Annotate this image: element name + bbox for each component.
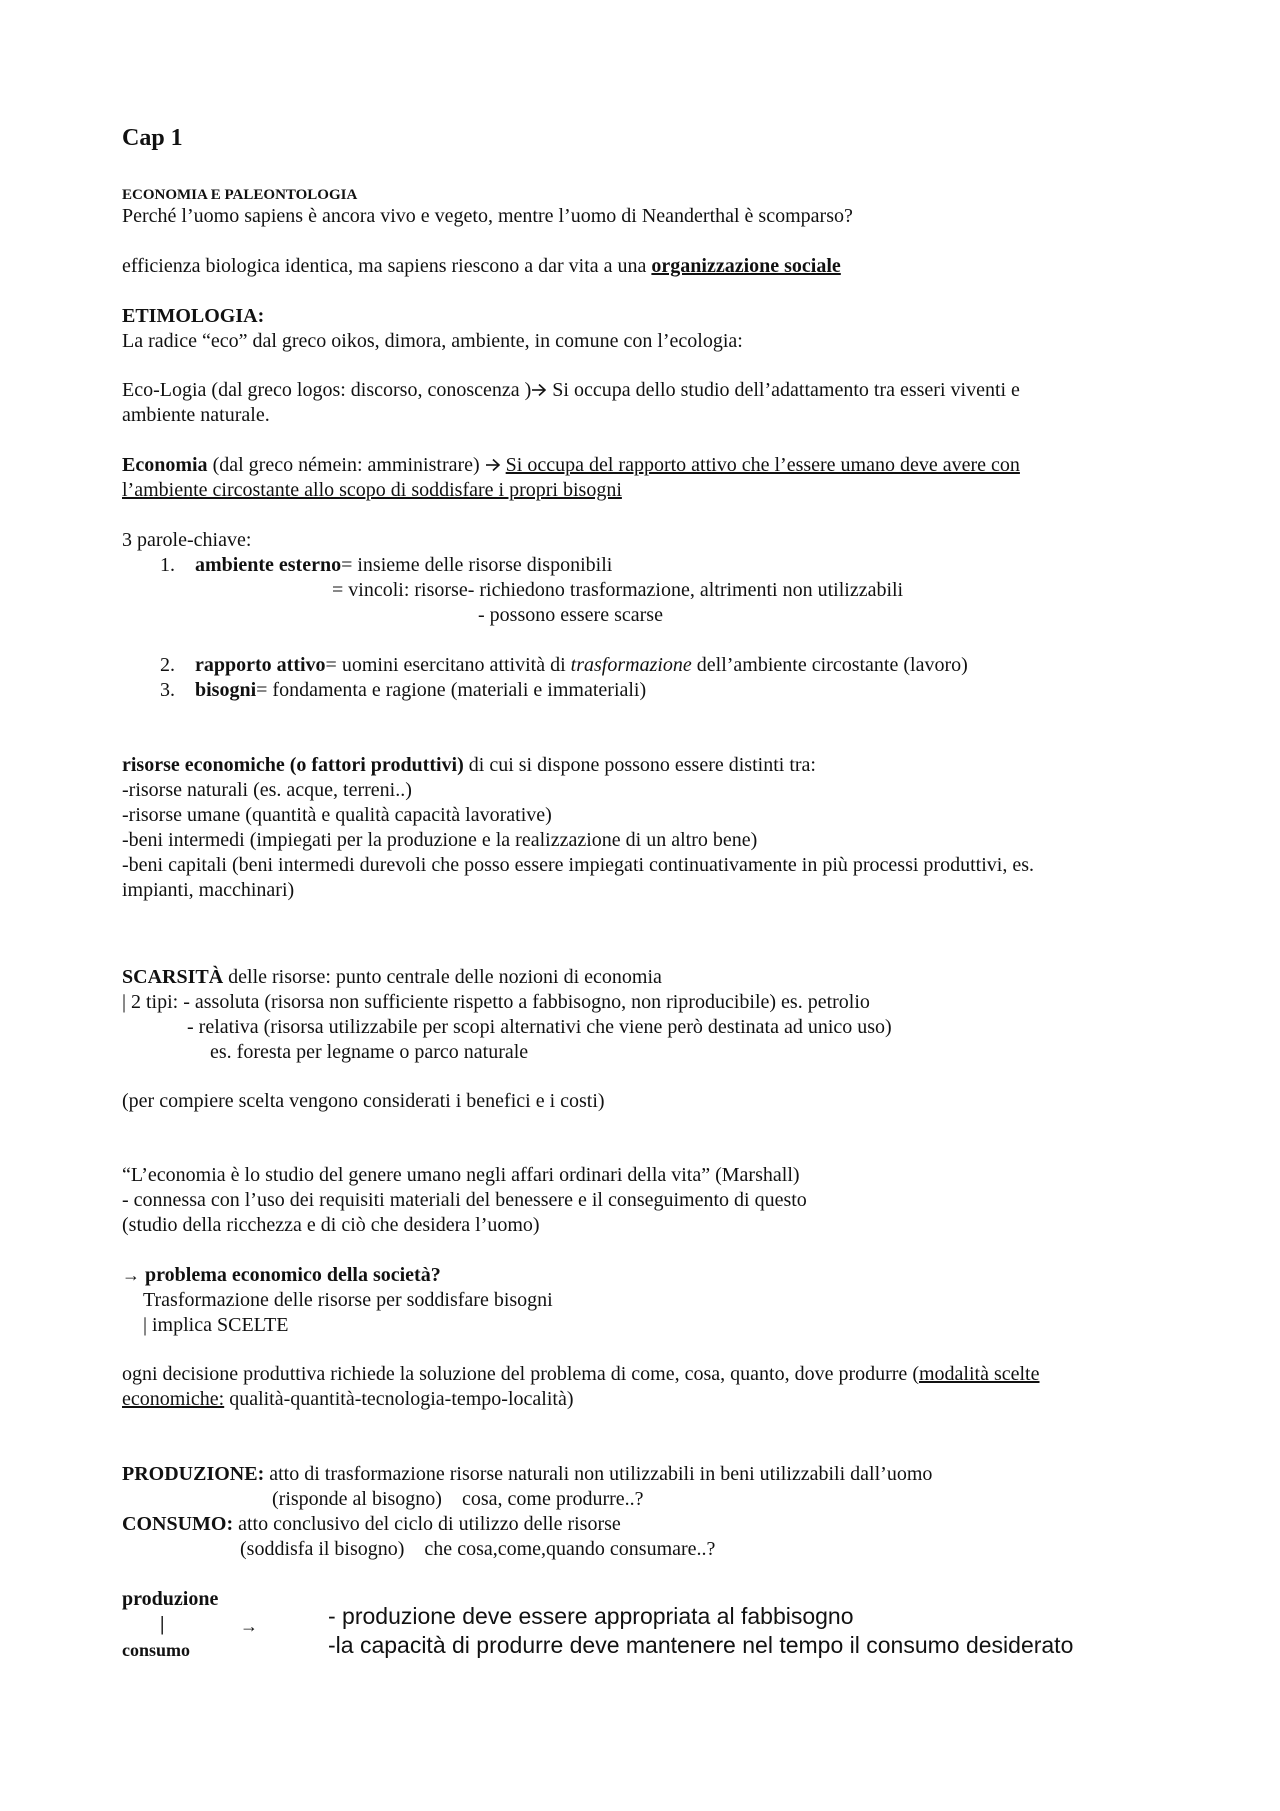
scarsita-assoluta: | 2 tipi: - assoluta (risorsa non sufficiente rispetto a fabbisogno, non riproducibile) es. petrolio [122,991,870,1013]
economia-paren: (dal greco némein: amministrare) [207,454,485,476]
problema-line-4 [122,1362,1040,1387]
produzione-term: PRODUZIONE: [122,1463,265,1485]
parole-intro: 3 parole-chiave: [122,529,252,551]
economia-def-1: Si occupa del rapporto attivo che l’essere umano deve avere con [505,454,1020,476]
problema-text: ogni decisione produttiva richiede la soluzione del problema di come, cosa, quanto, dove produrre ( [122,1363,919,1385]
parola-term: bisogni [195,679,257,701]
organizzazione-sociale: organizzazione sociale [651,255,841,277]
risorse-heading [122,753,816,778]
parola-def: = insieme delle risorse disponibili [341,554,613,576]
problema-line-2: Trasformazione delle risorse per soddisfare bisogni [143,1289,553,1311]
ecologia-text: Eco-Logia (dal greco logos: discorso, conoscenza ) [122,379,532,401]
list-number: 3. [160,679,175,701]
arrow-icon: → [240,1616,258,1636]
ecologia-def: Si occupa dello studio dell’adattamento tra esseri viventi e [547,379,1020,401]
answer-line [122,254,841,279]
marshall-quote: “L’economia è lo studio del genere umano negli affari ordinari della vita” (Marshall) [122,1164,800,1186]
economiche: economiche: [122,1388,225,1410]
modalita-scelte: modalità scelte [918,1363,1040,1385]
scarsita-rest: delle risorse: punto centrale delle nozioni di economia [223,966,662,988]
finale-consumo: consumo [122,1640,191,1660]
parola-term: ambiente esterno [195,554,342,576]
consumo-def: atto conclusivo del ciclo di utilizzo delle risorse [233,1513,621,1535]
scarsita-esempio: es. foresta per legname o parco naturale [210,1041,529,1063]
list-item: -beni intermedi (impiegati per la produzione e la realizzazione di un altro bene) [122,829,758,851]
list-item: -risorse umane (quantità e qualità capacità lavorative) [122,804,552,826]
question-text: Perché l’uomo sapiens è ancora vivo e vegeto, mentre l’uomo di Neanderthal è scomparso? [122,205,853,227]
problema-text: qualità-quantità-tecnologia-tempo-località) [224,1388,574,1410]
risorse-rest: di cui si dispone possono essere distinti tra: [463,754,816,776]
produzione-sub: (risponde al bisogno) cosa, come produrre..? [272,1488,644,1510]
parola-term: rapporto attivo [195,654,326,676]
problema-heading [122,1263,441,1288]
consumo-term: CONSUMO: [122,1513,234,1535]
economia-line-1 [122,453,1020,478]
produzione-def: atto di trasformazione risorse naturali non utilizzabili in beni utilizzabili dall’uomo [264,1463,933,1485]
arrow-icon: → [122,1265,140,1285]
parola-2 [160,653,968,678]
scarsita-note: (per compiere scelta vengono considerati i benefici e i costi) [122,1090,605,1112]
parola-def-end: dell’ambiente circostante (lavoro) [691,654,968,676]
parola-def: = uomini esercitano attività di [325,654,571,676]
finale-right-1: - produzione deve essere appropriata al fabbisogno [328,1603,854,1629]
etimologia-heading: ETIMOLOGIA: [122,305,265,327]
problema-text: problema economico della società? [140,1264,441,1286]
problema-line-3: | implica SCELTE [143,1314,289,1336]
section-heading-paleontologia: ECONOMIA E PALEONTOLOGIA [122,187,358,203]
parola-1-scarse: - possono essere scarse [478,604,663,626]
finale-right-2: -la capacità di produrre deve mantenere nel tempo il consumo desiderato [328,1632,1074,1658]
consumo-sub: (soddisfa il bisogno) che cosa,come,quando consumare..? [240,1538,716,1560]
right-arrow-icon [531,383,547,397]
answer-text: efficienza biologica identica, ma sapiens riescono a dar vita a una [122,255,652,277]
problema-line-5 [122,1387,573,1412]
list-item: -beni capitali (beni intermedi durevoli che posso essere impiegati continuativamente in più processi produttivi, es. [122,854,1034,876]
list-item: -risorse naturali (es. acque, terreni..) [122,779,412,801]
list-number: 2. [160,654,175,676]
scarsita-term: SCARSITÀ [122,966,224,988]
etimologia-line: La radice “eco” dal greco oikos, dimora, ambiente, in comune con l’ecologia: [122,330,743,352]
produzione-line [122,1462,932,1487]
parola-def-italic: trasformazione [570,654,692,676]
risorse-term: risorse economiche (o fattori produttivi) [122,754,464,776]
page-title: Cap 1 [122,125,183,151]
parola-3 [160,678,646,703]
right-arrow-icon [485,458,501,472]
scarsita-heading [122,965,662,990]
ecologia-line-2: ambiente naturale. [122,404,270,426]
marshall-line-2: - connessa con l’uso dei requisiti materiali del benessere e il conseguimento di questo [122,1189,807,1211]
scarsita-relativa: - relativa (risorsa utilizzabile per scopi alternativi che viene però destinata ad unico uso) [187,1016,892,1038]
economia-line-2: l’ambiente circostante allo scopo di soddisfare i propri bisogni [122,479,622,501]
list-number: 1. [160,554,175,576]
marshall-line-3: (studio della ricchezza e di ciò che desidera l’uomo) [122,1214,540,1236]
ecologia-line-1 [122,378,1020,403]
finale-produzione: produzione [122,1588,219,1610]
consumo-line [122,1512,621,1537]
list-item: impianti, macchinari) [122,879,295,901]
finale-bar: | [160,1613,165,1635]
parola-1 [160,553,612,578]
economia-term: Economia [122,454,208,476]
parola-1-vincoli: = vincoli: risorse- richiedono trasformazione, altrimenti non utilizzabili [332,579,904,601]
parola-def: = fondamenta e ragione (materiali e immateriali) [256,679,647,701]
